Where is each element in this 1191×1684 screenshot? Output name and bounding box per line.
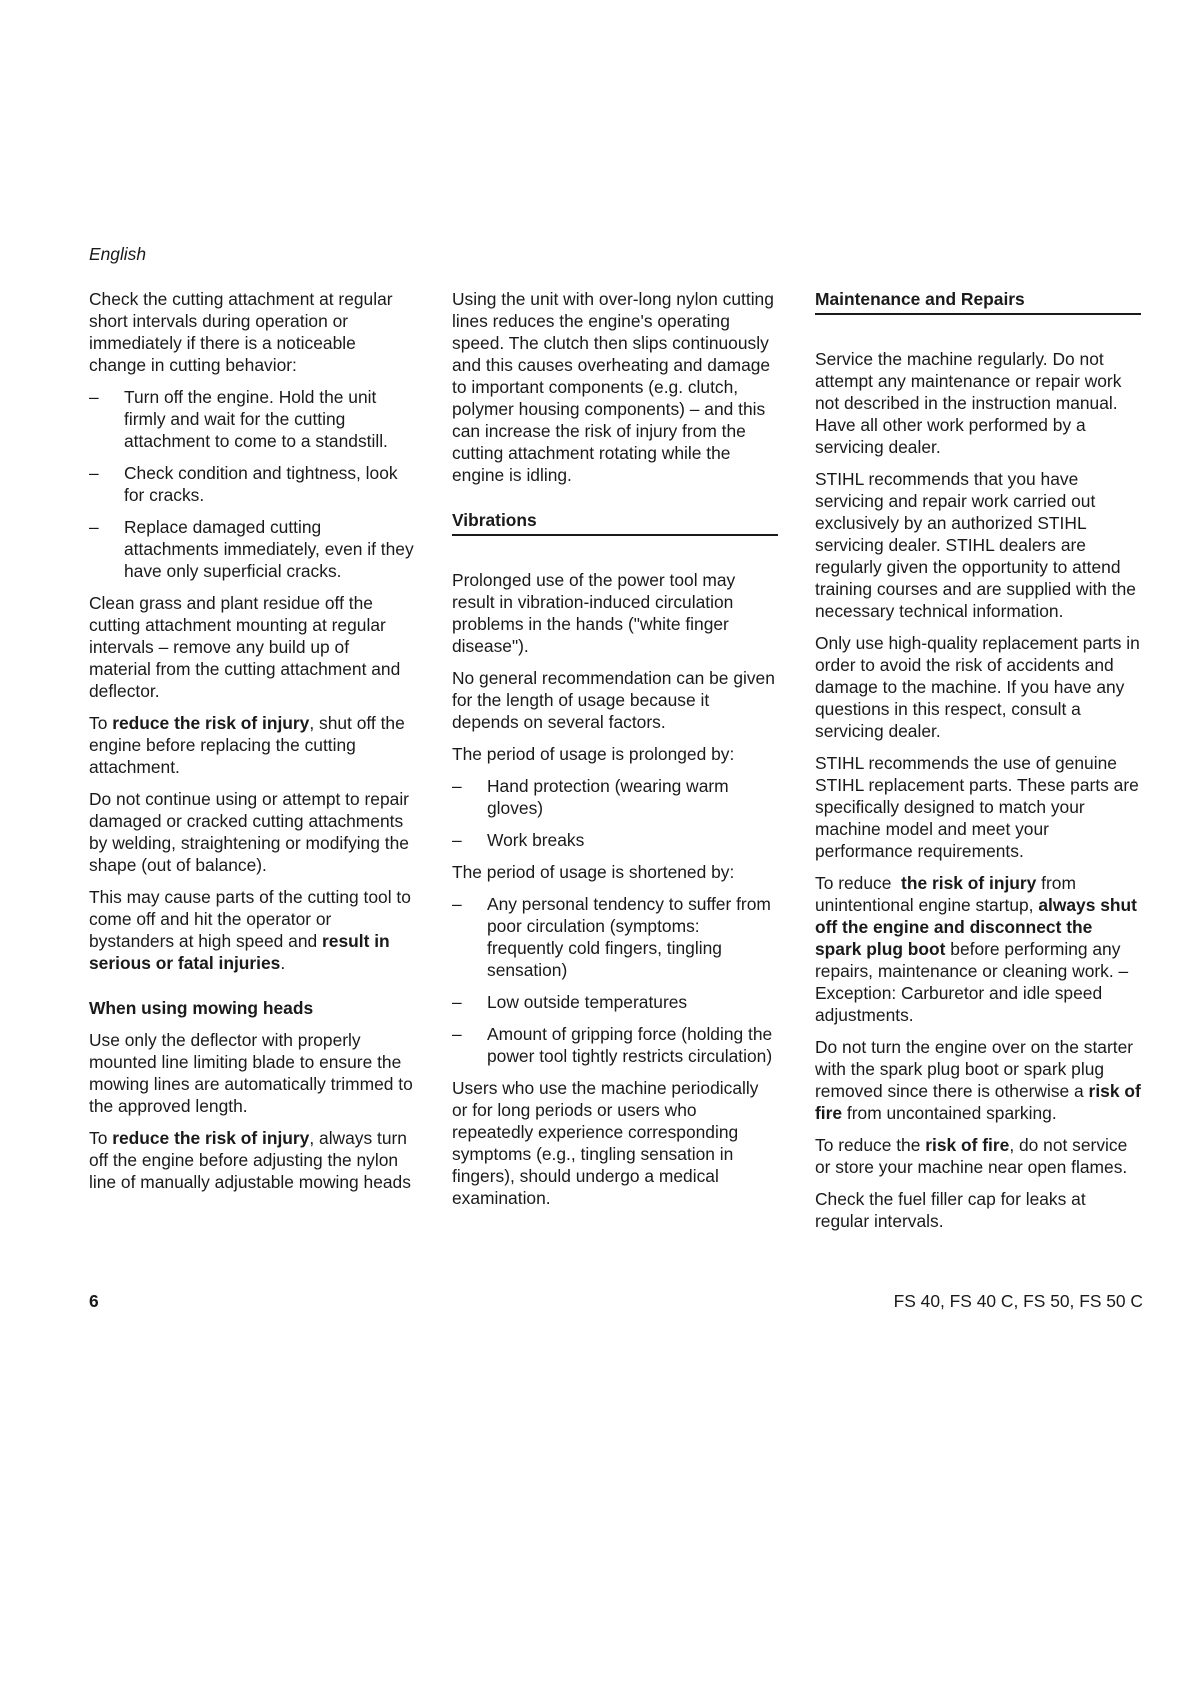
paragraph: STIHL recommends that you have servicing and repair work carried out exclusively by an authorized STIHL servicing dealer. STIHL dealers are regularly given the opportunity to attend training courses and are supplied with the necessary technical information. <box>815 469 1136 621</box>
emphasis: risk of fire <box>815 1081 1141 1123</box>
dash-bullet: – <box>89 517 99 537</box>
heading-mowing-heads: When using mowing heads <box>89 998 314 1018</box>
column-cutting-attachment <box>89 288 415 1203</box>
heading-maintenance-repairs: Maintenance and Repairs <box>815 288 1141 315</box>
dash-bullet: – <box>452 830 462 850</box>
list-item: – Any personal tendency to suffer from poor circulation (symptoms: frequently cold fingers, tingling sensation) <box>452 894 771 980</box>
dash-bullet: – <box>452 776 462 796</box>
prolonged-by-list <box>452 775 778 851</box>
emphasis: reduce the risk of injury <box>112 1128 310 1148</box>
paragraph: Using the unit with over-long nylon cutting lines reduces the engine's operating speed. The clutch then slips continuously and this causes overheating and damage to important components (e.g. clutch, polymer housing components) – and this can increase the risk of injury from the cutting attachment rotating while the engine is idling. <box>452 289 774 485</box>
list-item: – Hand protection (wearing warm gloves) <box>452 776 729 818</box>
paragraph: Do not turn the engine over on the starter with the spark plug boot or spark plug removed since there is otherwise a risk of fire from uncontained sparking. <box>815 1037 1141 1123</box>
page-language-header: English <box>89 244 147 264</box>
dash-bullet: – <box>452 1024 462 1044</box>
list-item: – Replace damaged cutting attachments immediately, even if they have only superficial cracks. <box>89 517 414 581</box>
column-vibrations <box>452 288 778 1219</box>
paragraph: Service the machine regularly. Do not attempt any maintenance or repair work not described in the instruction manual. Have all other work performed by a servicing dealer. <box>815 349 1122 457</box>
emphasis: result in serious or fatal injuries <box>89 931 390 973</box>
emphasis: reduce the risk of injury <box>112 713 310 733</box>
paragraph: Check the fuel filler cap for leaks at regular intervals. <box>815 1189 1086 1231</box>
paragraph: To reduce the risk of injury from unintentional engine startup, always shut off the engine and disconnect the spark plug boot before performing any repairs, maintenance or cleaning work. – Exception: Carburetor and idle speed adjustments. <box>815 873 1137 1025</box>
paragraph: Only use high-quality replacement parts in order to avoid the risk of accidents and damage to the machine. If you have any questions in this respect, consult a servicing dealer. <box>815 633 1140 741</box>
model-numbers: FS 40, FS 40 C, FS 50, FS 50 C <box>893 1291 1143 1311</box>
paragraph: The period of usage is shortened by: <box>452 862 735 882</box>
paragraph: The period of usage is prolonged by: <box>452 744 735 764</box>
emphasis: the risk of injury <box>901 873 1037 893</box>
dash-bullet: – <box>89 463 99 483</box>
page-number: 6 <box>89 1291 99 1311</box>
check-steps-list <box>89 386 415 582</box>
emphasis: always shut off the engine and disconnect the spark plug boot <box>815 895 1137 959</box>
paragraph: This may cause parts of the cutting tool to come off and hit the operator or bystanders at high speed and result in serious or fatal injuries. <box>89 887 411 973</box>
dash-bullet: – <box>89 387 99 407</box>
list-item: – Low outside temperatures <box>452 992 688 1012</box>
paragraph: To reduce the risk of injury, shut off the engine before replacing the cutting attachment. <box>89 713 405 777</box>
dash-bullet: – <box>452 894 462 914</box>
list-item: – Amount of gripping force (holding the power tool tightly restricts circulation) <box>452 1024 773 1066</box>
emphasis: risk of fire <box>925 1135 1010 1155</box>
dash-bullet: – <box>452 992 462 1012</box>
paragraph: To reduce the risk of fire, do not service or store your machine near open flames. <box>815 1135 1128 1177</box>
list-item: – Check condition and tightness, look for cracks. <box>89 463 398 505</box>
paragraph: Do not continue using or attempt to repair damaged or cracked cutting attachments by welding, straightening or modifying the shape (out of balance). <box>89 789 409 875</box>
paragraph: Users who use the machine periodically or for long periods or users who repeatedly experience corresponding symptoms (e.g., tingling sensation in fingers), should undergo a medical examination. <box>452 1078 759 1208</box>
list-item: – Work breaks <box>452 830 585 850</box>
paragraph: To reduce the risk of injury, always turn off the engine before adjusting the nylon line of manually adjustable mowing heads <box>89 1128 411 1192</box>
heading-vibrations: Vibrations <box>452 509 778 536</box>
paragraph: STIHL recommends the use of genuine STIHL replacement parts. These parts are specifically designed to match your machine model and meet your performance requirements. <box>815 753 1139 861</box>
shortened-by-list <box>452 893 778 1067</box>
column-maintenance <box>815 288 1141 1242</box>
paragraph: Use only the deflector with properly mounted line limiting blade to ensure the mowing lines are automatically trimmed to the approved length. <box>89 1030 413 1116</box>
paragraph: No general recommendation can be given for the length of usage because it depends on several factors. <box>452 668 775 732</box>
paragraph: Prolonged use of the power tool may result in vibration-induced circulation problems in the hands ("white finger disease"). <box>452 570 736 656</box>
paragraph: Clean grass and plant residue off the cutting attachment mounting at regular intervals – remove any build up of material from the cutting attachment and deflector. <box>89 593 401 701</box>
paragraph: Check the cutting attachment at regular short intervals during operation or immediately if there is a noticeable change in cutting behavior: <box>89 289 393 375</box>
list-item: – Turn off the engine. Hold the unit firmly and wait for the cutting attachment to come to a standstill. <box>89 387 388 451</box>
